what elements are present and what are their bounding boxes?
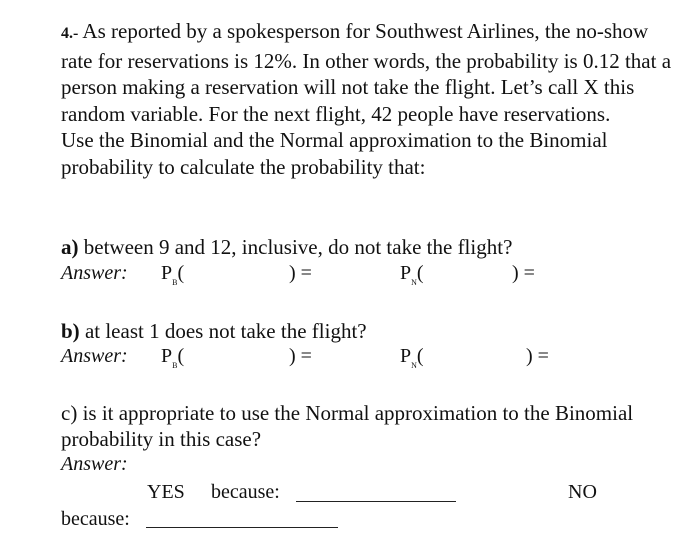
intro-paragraph-2: Use the Binomial and the Normal approximation to the Binomial probability to calculate the probability that: — [61, 128, 608, 179]
normal-equals-b: ) = — [526, 345, 549, 367]
yes-no-row — [0, 481, 700, 511]
question-a — [61, 234, 512, 260]
binomial-prob-a: $P_B$( — [161, 262, 185, 287]
normal-equals-a: ) = — [512, 262, 535, 284]
answer-row-a — [61, 262, 621, 290]
binomial-equals-a: ) = — [289, 262, 312, 284]
because-no-blank[interactable] — [146, 527, 338, 528]
question-c-text: c) is it appropriate to use the Normal approximation to the Binomial probability in this case? — [61, 401, 634, 451]
yes-option: YES — [147, 481, 185, 503]
question-b-text: at least 1 does not take the flight? — [84, 319, 367, 343]
binomial-prob-b: $P_B$( — [161, 345, 185, 370]
question-number: 4.- — [61, 25, 79, 42]
because-row — [61, 508, 130, 531]
answer-b-label: Answer: — [61, 345, 128, 367]
answer-a-label: Answer: — [61, 262, 128, 284]
intro-paragraph-1 — [61, 18, 681, 127]
because-yes-blank[interactable] — [296, 501, 456, 502]
normal-prob-b: $P_N$( — [400, 345, 424, 370]
question-a-text: between 9 and 12, inclusive, do not take the flight? — [83, 235, 513, 259]
problem-statement — [61, 18, 681, 180]
no-option: NO — [568, 481, 597, 503]
because-no-label: because: — [61, 508, 130, 530]
answer-row-b — [61, 345, 621, 373]
question-a-label: a) — [61, 235, 79, 259]
question-b — [61, 318, 367, 344]
answer-c-label: Answer: — [61, 453, 128, 475]
normal-prob-a: $P_N$( — [400, 262, 424, 287]
binomial-equals-b: ) = — [289, 345, 312, 367]
because-yes-label: because: — [211, 481, 280, 503]
question-b-label: b) — [61, 319, 80, 343]
intro-text: As reported by a spokesperson for Southwest Airlines, the no-show rate for reservations is 12%. In other words, the probability is 0.12 that a person making a reservation will not take the flight. Let’s call X this random variable. For the next flight, 42 people have reservations. — [61, 19, 672, 126]
